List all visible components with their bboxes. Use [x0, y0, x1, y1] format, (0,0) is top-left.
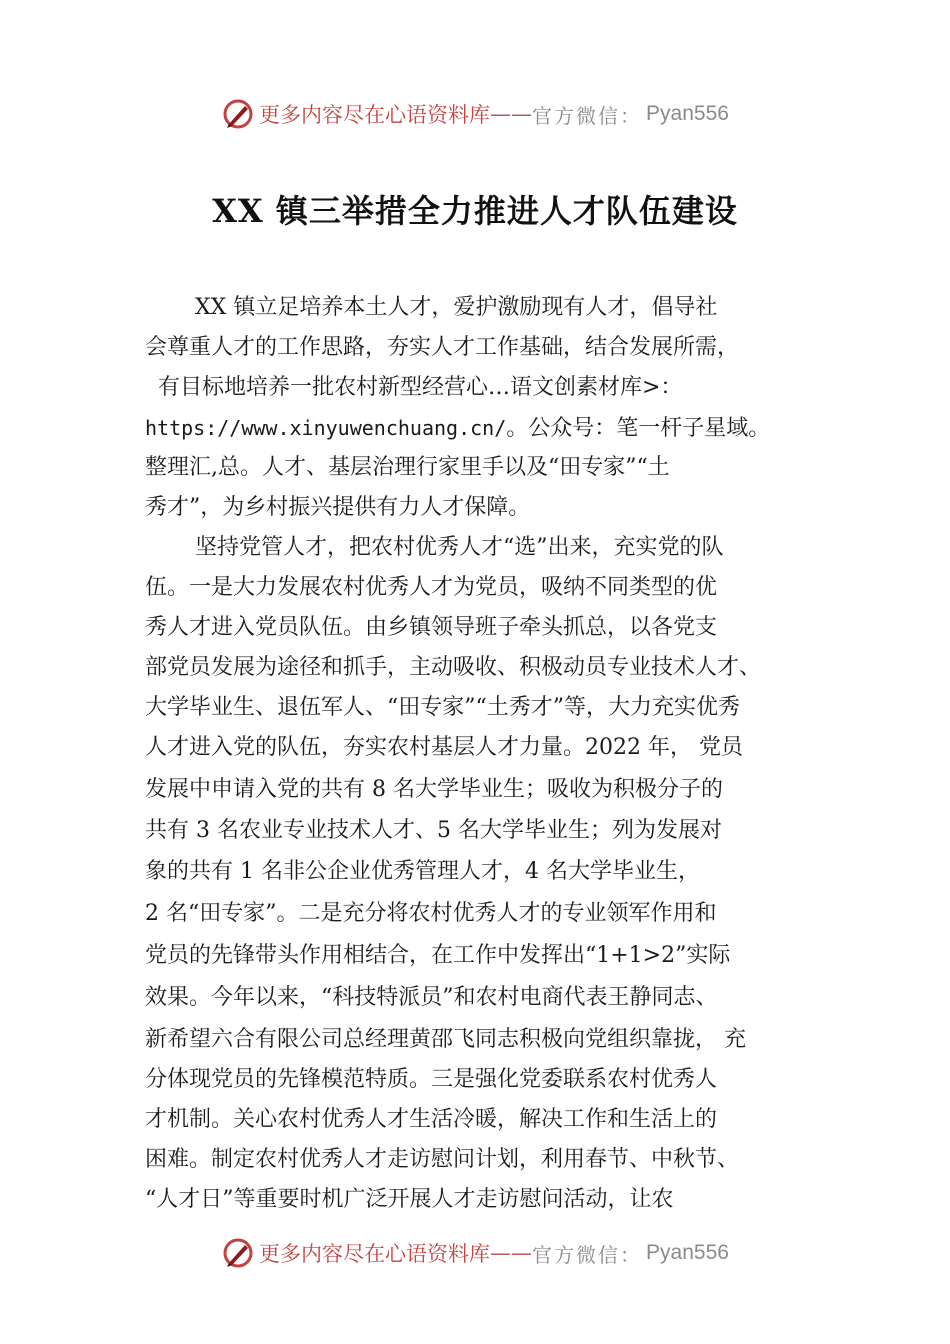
body-line: 秀人才进入党员队伍。由乡镇领导班子牵头抓总，以各党支: [145, 615, 718, 640]
body-line: 秀才”，为乡村振兴提供有力人才保障。: [145, 495, 531, 520]
body-line: 坚持党管人才，把农村优秀人才“选”出来，充实党的队: [195, 535, 724, 560]
document-title: XX 镇三举措全力推进人才队伍建设: [212, 192, 738, 230]
body-text: 。公众号：笔一杆子星域。: [506, 416, 771, 441]
banner-wechat-label: 官方微信：: [532, 103, 643, 128]
body-line: 分体现党员的先锋模范特质。三是强化党委联系农村优秀人: [145, 1067, 718, 1092]
body-line: XX 镇立足培养本土人才，爱护激励现有人才，倡导社: [195, 295, 718, 320]
body-line: 会尊重人才的工作思路，夯实人才工作基础，结合发展所需，: [145, 335, 740, 360]
banner-wechat-id: Pyan556: [646, 102, 729, 125]
body-line: 困难。制定农村优秀人才走访慰问计划，利用春节、中秋节、: [145, 1147, 740, 1172]
body-line: 2 名“田专家”。二是充分将农村优秀人才的专业领军作用和: [145, 901, 717, 926]
body-line: 人才进入党的队伍，夯实农村基层人才力量。2022 年， 党员: [145, 735, 743, 760]
body-line: 效果。今年以来，“科技特派员”和农村电商代表王静同志、: [145, 985, 718, 1010]
banner-dash: ——: [490, 1241, 533, 1265]
body-line: 象的共有 1 名非公企业优秀管理人才，4 名大学毕业生，: [145, 859, 700, 884]
body-line: 新希望六合有限公司总经理黄邵飞同志积极向党组织靠拢， 充: [145, 1027, 746, 1052]
banner-wechat-label: 官方微信：: [532, 1242, 643, 1267]
body-line: 发展中申请入党的共有 8 名大学毕业生；吸收为积极分子的: [145, 777, 723, 802]
body-line: 共有 3 名农业专业技术人才、5 名大学毕业生；列为发展对: [145, 818, 722, 843]
banner-site-name: 更多内容尽在心语资料库: [259, 103, 491, 127]
banner-dash: ——: [490, 102, 533, 126]
pen-logo-icon: [221, 1236, 255, 1270]
source-url-link[interactable]: https://www.xinyuwenchuang.cn/: [145, 416, 507, 440]
banner-wechat-id: Pyan556: [646, 1241, 729, 1264]
body-line: 部党员发展为途径和抓手，主动吸收、积极动员专业技术人才、: [145, 655, 762, 680]
body-line: 有目标地培养一批农村新型经营心…语文创素材库>：: [158, 375, 683, 400]
body-line: [145, 413, 770, 444]
body-line: 才机制。关心农村优秀人才生活冷暖，解决工作和生活上的: [145, 1107, 718, 1132]
body-line: 党员的先锋带头作用相结合，在工作中发挥出“1+1>2”实际: [145, 943, 731, 968]
body-line: 整理汇,总。人才、基层治理行家里手以及“田专家”“土: [145, 455, 670, 480]
banner-site-name: 更多内容尽在心语资料库: [259, 1242, 491, 1266]
watermark-banner-bottom: [0, 1233, 950, 1273]
body-line: 大学毕业生、退伍军人、“田专家”“土秀才”等，大力充实优秀: [145, 695, 740, 720]
pen-logo-icon: [221, 97, 255, 131]
watermark-banner-top: [0, 94, 950, 134]
body-line: “人才日”等重要时机广泛开展人才走访慰问活动，让农: [145, 1187, 674, 1212]
body-line: 伍。一是大力发展农村优秀人才为党员，吸纳不同类型的优: [145, 575, 718, 600]
